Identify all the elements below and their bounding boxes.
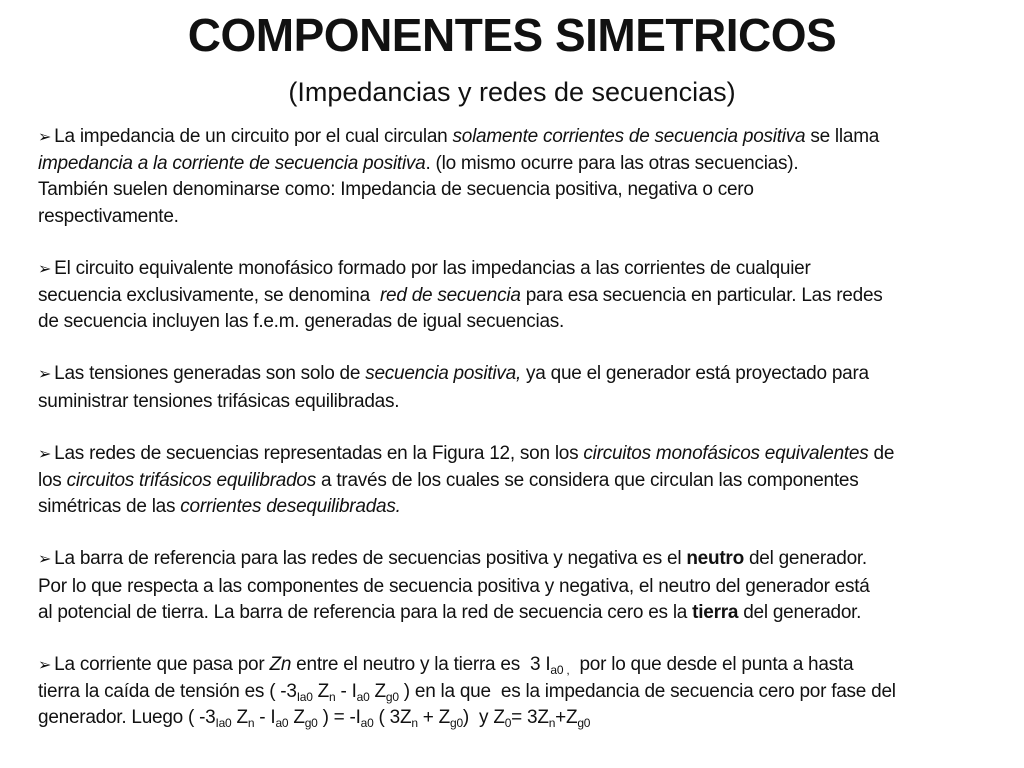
- text-italic: red de secuencia: [379, 285, 521, 307]
- subscript: Ia0: [215, 716, 232, 731]
- text: +Z: [555, 707, 578, 729]
- text: del generador.: [738, 601, 862, 623]
- text: ( 3Z: [373, 707, 412, 729]
- text-italic: circuitos trifásicos equilibrados: [66, 470, 316, 492]
- subscript: n: [411, 716, 418, 731]
- line: [38, 124, 988, 151]
- line: suministrar tensiones trifásicas equilibradas.: [38, 390, 400, 412]
- subscript: a0 ,: [550, 663, 570, 678]
- line: [38, 151, 988, 177]
- text: simétricas de las: [38, 496, 181, 518]
- text: = 3Z: [511, 707, 549, 729]
- line: respectivamente.: [38, 205, 179, 227]
- text: por lo que desde el punta a hasta: [569, 654, 854, 676]
- text: - I: [254, 707, 276, 729]
- subscript: g0: [577, 716, 591, 731]
- line: [38, 468, 988, 494]
- subscript: a0: [360, 716, 374, 731]
- line: [38, 256, 988, 283]
- line: Por lo que respecta a las componentes de secuencia positiva y negativa, el neutro del generador está: [38, 575, 870, 597]
- text-bold: tierra: [692, 601, 739, 623]
- page-subtitle: (Impedancias y redes de secuencias): [288, 77, 736, 107]
- text: - I: [335, 681, 357, 703]
- text: a través de los cuales se considera que circulan las componentes: [316, 470, 859, 492]
- paragraph-5: [38, 546, 988, 626]
- line: [38, 600, 988, 626]
- line: [38, 705, 988, 731]
- text: ya que el generador está proyectado para: [521, 363, 869, 385]
- line: [38, 361, 988, 388]
- subscript: 0: [504, 716, 512, 731]
- text-italic: Zn: [269, 654, 292, 676]
- text: Las tensiones generadas son solo de: [54, 363, 366, 385]
- text: del generador.: [743, 548, 867, 570]
- arrow-check-bullet-icon: ➢: [38, 129, 52, 146]
- text: ) en la que es la impedancia de secuencia cero por fase del: [398, 681, 896, 703]
- text: los: [38, 470, 67, 492]
- text: Z: [312, 681, 330, 703]
- text: ) y Z: [462, 707, 505, 729]
- text: generador. Luego ( -3: [38, 707, 216, 729]
- text: entre el neutro y la tierra es 3 I: [291, 654, 551, 676]
- text-italic: impedancia a la corriente de secuencia positiva: [38, 153, 426, 175]
- text: Las redes de secuencias representadas en la Figura 12, son los: [54, 442, 584, 464]
- text: Z: [231, 707, 248, 729]
- paragraph-6: [38, 652, 988, 732]
- text: El circuito equivalente monofásico formado por las impedancias a las corrientes de cualquier: [54, 257, 811, 279]
- text: + Z: [417, 707, 451, 729]
- line: [38, 679, 988, 705]
- subscript: n: [329, 690, 336, 705]
- text: La impedancia de un circuito por el cual circulan: [54, 126, 453, 147]
- subscript: Ia0: [296, 690, 313, 705]
- text: para esa secuencia en particular. Las redes: [520, 285, 883, 307]
- slide-body: [38, 124, 988, 758]
- subscript: a0: [275, 716, 289, 731]
- subscript: g0: [304, 716, 318, 731]
- arrow-check-bullet-icon: ➢: [38, 260, 52, 278]
- text-italic: circuitos monofásicos equivalentes: [583, 442, 869, 464]
- line: [38, 283, 988, 309]
- paragraph-4: [38, 441, 988, 521]
- line: [38, 494, 988, 520]
- text: se llama: [805, 126, 880, 147]
- text: de: [868, 442, 895, 464]
- text: al potencial de tierra. La barra de referencia para la red de secuencia cero es la: [38, 601, 693, 623]
- arrow-check-bullet-icon: ➢: [38, 657, 52, 675]
- text-italic: solamente corrientes de secuencia positiva: [452, 126, 806, 147]
- text: tierra la caída de tensión es ( -3: [38, 681, 297, 703]
- subscript: n: [548, 716, 556, 731]
- text: Z: [369, 681, 386, 703]
- text-bold: neutro: [686, 548, 744, 570]
- line: [38, 441, 988, 468]
- paragraph-2: [38, 256, 988, 336]
- paragraph-3: [38, 361, 988, 414]
- line: [38, 546, 988, 573]
- text: La barra de referencia para las redes de secuencias positiva y negativa es el: [54, 548, 687, 570]
- line: de secuencia incluyen las f.e.m. generadas de igual secuencias.: [38, 311, 565, 333]
- text: La corriente que pasa por: [54, 654, 270, 676]
- paragraph-1: [38, 124, 988, 230]
- arrow-check-bullet-icon: ➢: [38, 445, 52, 463]
- text: ) = -I: [317, 707, 361, 729]
- subscript: a0: [356, 690, 370, 705]
- text: secuencia exclusivamente, se denomina: [38, 285, 380, 307]
- text: Z: [288, 707, 305, 729]
- line: [38, 652, 988, 679]
- text-italic: secuencia positiva,: [365, 363, 522, 385]
- subscript: g0: [450, 716, 463, 731]
- subscript: n: [247, 716, 255, 731]
- arrow-check-bullet-icon: ➢: [38, 551, 52, 569]
- text-italic: corrientes desequilibradas.: [180, 496, 401, 518]
- arrow-check-bullet-icon: ➢: [38, 366, 52, 384]
- line: También suelen denominarse como: Impedancia de secuencia positiva, negativa o cero: [38, 179, 754, 201]
- page-title: COMPONENTES SIMETRICOS: [187, 9, 837, 61]
- subscript: g0: [385, 690, 399, 705]
- text: . (lo mismo ocurre para las otras secuencias).: [425, 153, 799, 175]
